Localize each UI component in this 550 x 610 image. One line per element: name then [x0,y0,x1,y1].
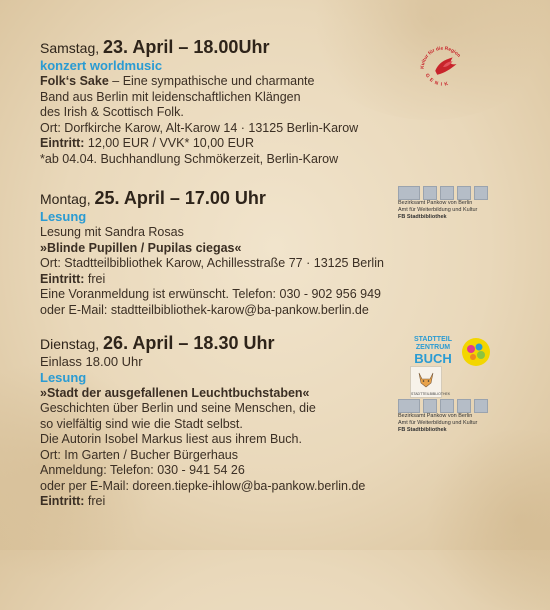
entry-label: Eintritt: [40,136,85,150]
bird-icon [435,57,456,74]
weekday: Montag, [40,191,91,207]
svg-text:GENIK [424,73,452,88]
weekday: Dienstag, [40,336,100,352]
bezirksamt-logo [398,399,506,434]
festival-arc-text: Kultur für die Region [420,46,461,70]
event-date-heading [40,189,410,209]
weekday: Samstag, [40,40,100,56]
entry-label: Eintritt: [40,494,85,508]
description-line: des Irish & Scottisch Folk. [40,105,184,119]
location-line: Ort: Im Garten / Bucher Bürgerhaus [40,447,238,462]
stadtteilzentrum-buch: BUCH [414,351,452,366]
fox-logo [410,366,451,398]
event-category: Lesung [40,369,87,385]
book-title: »Stadt der ausgefallenen Leuchtbuchstaben« [40,385,310,400]
bezirksamt-line: Bezirksamt Pankow von Berlin [398,413,473,419]
event-1 [40,38,410,167]
date-time: 23. April – 18.00Uhr [103,37,270,57]
event-3 [40,334,410,510]
description-line: Lesung mit Sandra Rosas [40,225,184,239]
bezirksamt-line: FB Stadtbibliothek [398,427,447,433]
description-line: Band aus Berlin mit leidenschaftlichen Klängen [40,89,301,104]
bezirksamt-tiles-icon [398,399,506,413]
fox-icon [411,367,441,391]
event-2 [40,189,410,318]
entry-line [40,272,410,288]
registration-line: Anmeldung: Telefon: 030 - 941 54 26 [40,463,245,477]
event-category: Lesung [40,209,87,224]
bezirksamt-logo [398,186,506,221]
entry-line [40,136,410,152]
entry-label: Eintritt: [40,271,85,286]
event-date-heading [40,334,410,354]
stadtteilzentrum-line: ZENTRUM [415,344,451,351]
stadtteilzentrum-line: STADTTEIL [414,336,452,343]
entry-value: frei [84,494,106,508]
description-line: Die Autorin Isobel Markus liest aus ihrem Buch. [40,432,302,446]
date-time: 26. April – 18.30 Uhr [103,333,275,353]
stadtteilzentrum-buch-logo [407,336,497,368]
bezirksamt-line: Amt für Weiterbildung und Kultur [398,207,478,213]
location-line: Ort: Stadtteilbibliothek Karow, Achillesstraße 77 · 13125 Berlin [40,256,384,270]
description-line: Geschichten über Berlin und seine Menschen, die [40,401,316,415]
festival-logo [414,38,472,96]
entry-line [40,494,410,510]
fox-caption: STADTTEILBIBLIOTHEK [411,392,451,396]
colorful-circles-icon [461,337,491,367]
description-text: – Eine sympathische und charmante [108,74,315,88]
band-name: Folk‘s Sake [40,74,109,88]
description-line [40,74,410,90]
event-date-heading [40,38,410,58]
entry-value: 12,00 EUR / VVK* 10,00 EUR [84,136,254,150]
book-title: »Blinde Pupillen / Pupilas ciegas« [40,240,242,255]
festival-name-text: GENIK [423,73,452,88]
entry-value: frei [84,271,106,286]
date-time: 25. April – 17.00 Uhr [94,188,266,208]
email-line: oder per E-Mail: doreen.tiepke-ihlow@ba-pankow.berlin.de [40,478,366,493]
email-line: oder E-Mail: stadtteilbibliothek-karow@ba-pankow.berlin.de [40,302,369,317]
bezirksamt-line: FB Stadtbibliothek [398,214,447,220]
description-line: so vielfältig sind wie die Stadt selbst. [40,416,243,431]
location-line: Ort: Dorfkirche Karow, Alt-Karow 14 · 13125 Berlin-Karow [40,120,359,135]
presale-note: *ab 04.04. Buchhandlung Schmökerzeit, Berlin-Karow [40,151,339,166]
admission-time: Einlass 18.00 Uhr [40,354,143,369]
bezirksamt-line: Amt für Weiterbildung und Kultur [398,420,478,426]
bezirksamt-tiles-icon [398,186,506,200]
registration-line: Eine Voranmeldung ist erwünscht. Telefon: 030 - 902 956 949 [40,287,381,301]
bezirksamt-line: Bezirksamt Pankow von Berlin [398,200,473,206]
stadtteilzentrum-text [407,336,459,366]
event-category: konzert worldmusic [40,58,163,73]
